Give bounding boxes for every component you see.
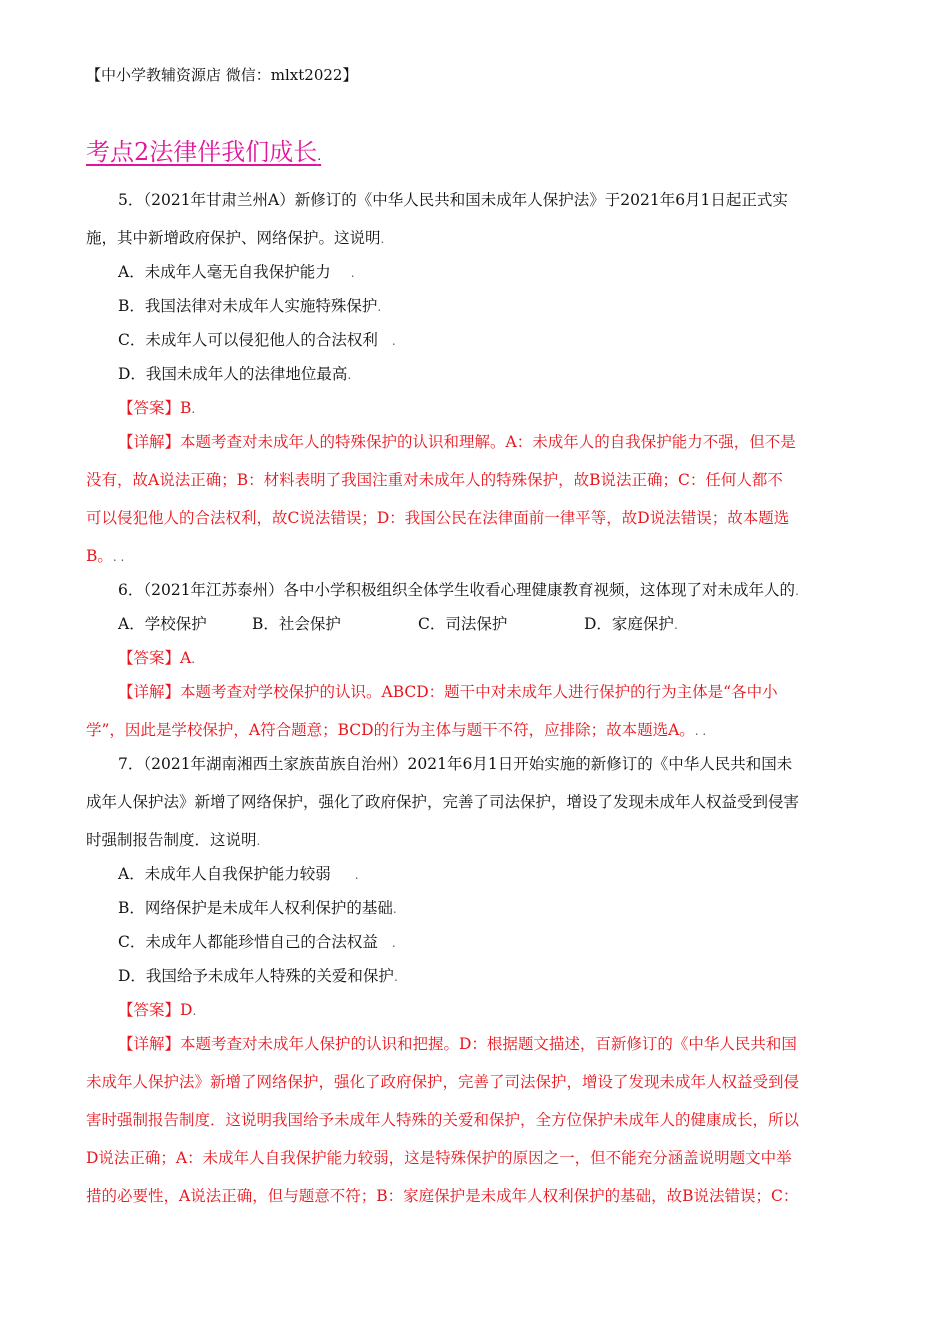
header-note: 【中小学教辅资源店 微信：mlxt2022】 bbox=[86, 66, 358, 84]
q5-answer: 【答案】B. bbox=[118, 399, 196, 417]
q5-detail-line2: 没有，故A说法正确；B：材料表明了我国注重对未成年人的特殊保护，故B说法正确；C：任何人都不 bbox=[86, 471, 783, 489]
q7-detail-line4: D说法正确；A：未成年人自我保护能力较弱，这是特殊保护的原因之一，但不能充分涵盖说明题文中举 bbox=[86, 1149, 792, 1167]
q5-option-d: D．我国未成年人的法律地位最高. bbox=[118, 365, 352, 383]
q5-option-b: B．我国法律对未成年人实施特殊保护. bbox=[118, 297, 382, 315]
q7-detail-line5: 措的必要性，A说法正确，但与题意不符；B：家庭保护是未成年人权利保护的基础，故B说法错误；C： bbox=[86, 1187, 799, 1205]
q6-option-c: C．司法保护 bbox=[418, 615, 508, 633]
q5-detail-line3: 可以侵犯他人的合法权利，故C说法错误；D：我国公民在法律面前一律平等，故D说法错误；故本题选 bbox=[86, 509, 790, 527]
q7-detail-line3: 害时强制报告制度．这说明我国给予未成年人特殊的关爱和保护，全方位保护未成年人的健康成长，所以 bbox=[86, 1111, 800, 1129]
q7-stem-line2: 成年人保护法》新增了网络保护，强化了政府保护，完善了司法保护，增设了发现未成年人权益受到侵害 bbox=[86, 793, 800, 811]
q7-option-d: D．我国给予未成年人特殊的关爱和保护. bbox=[118, 967, 398, 985]
q5-option-c: C．未成年人可以侵犯他人的合法权利 . bbox=[118, 331, 396, 349]
q7-option-a: A．未成年人自我保护能力较弱 . bbox=[118, 865, 359, 883]
q6-option-a: A．学校保护 bbox=[118, 615, 207, 633]
q7-detail-line1: 【详解】本题考查对未成年人保护的认识和把握。D：根据题文描述，百新修订的《中华人民共和国 bbox=[118, 1035, 797, 1053]
q7-stem-line1: 7．（2021年湖南湘西土家族苗族自治州）2021年6月1日开始实施的新修订的《中华人民共和国未 bbox=[118, 755, 793, 773]
section-title-text: 考点2法律伴我们成长 bbox=[86, 138, 318, 166]
q6-stem-line1: 6．（2021年江苏泰州）各中小学积极组织全体学生收看心理健康教育视频，这体现了对未成年人的. bbox=[118, 581, 799, 599]
q7-option-c: C．未成年人都能珍惜自己的合法权益 . bbox=[118, 933, 396, 951]
q7-answer: 【答案】D. bbox=[118, 1001, 197, 1019]
q7-stem-line3: 时强制报告制度．这说明. bbox=[86, 831, 261, 849]
q6-answer: 【答案】A. bbox=[118, 649, 196, 667]
q5-stem-line2: 施，其中新增政府保护、网络保护。这说明. bbox=[86, 229, 385, 247]
q5-detail-line1: 【详解】本题考查对未成年人的特殊保护的认识和理解。A：未成年人的自我保护能力不强，但不是 bbox=[118, 433, 796, 451]
q7-option-b: B．网络保护是未成年人权利保护的基础. bbox=[118, 899, 397, 917]
q6-detail-line2: 学”，因此是学校保护，A符合题意；BCD的行为主体与题干不符，应排除；故本题选A。. . bbox=[86, 721, 707, 739]
q5-option-a: A．未成年人毫无自我保护能力 . bbox=[118, 263, 355, 281]
q6-options: A．学校保护 B．社会保护 C．司法保护 D．家庭保护. bbox=[118, 615, 678, 633]
q6-detail-line1: 【详解】本题考查对学校保护的认识。ABCD：题干中对未成年人进行保护的行为主体是“各中小 bbox=[118, 683, 778, 701]
q7-detail-line2: 未成年人保护法》新增了网络保护，强化了政府保护，完善了司法保护，增设了发现未成年人权益受到侵 bbox=[86, 1073, 800, 1091]
q5-detail-line4: B。. . bbox=[86, 547, 125, 565]
section-title: 考点2法律伴我们成长. bbox=[86, 138, 322, 166]
q6-option-d: D．家庭保护 bbox=[584, 615, 674, 633]
q6-option-b: B．社会保护 bbox=[252, 615, 341, 633]
q5-stem-line1: 5．（2021年甘肃兰州A）新修订的《中华人民共和国未成年人保护法》于2021年6月1日起正式实 bbox=[118, 191, 788, 209]
